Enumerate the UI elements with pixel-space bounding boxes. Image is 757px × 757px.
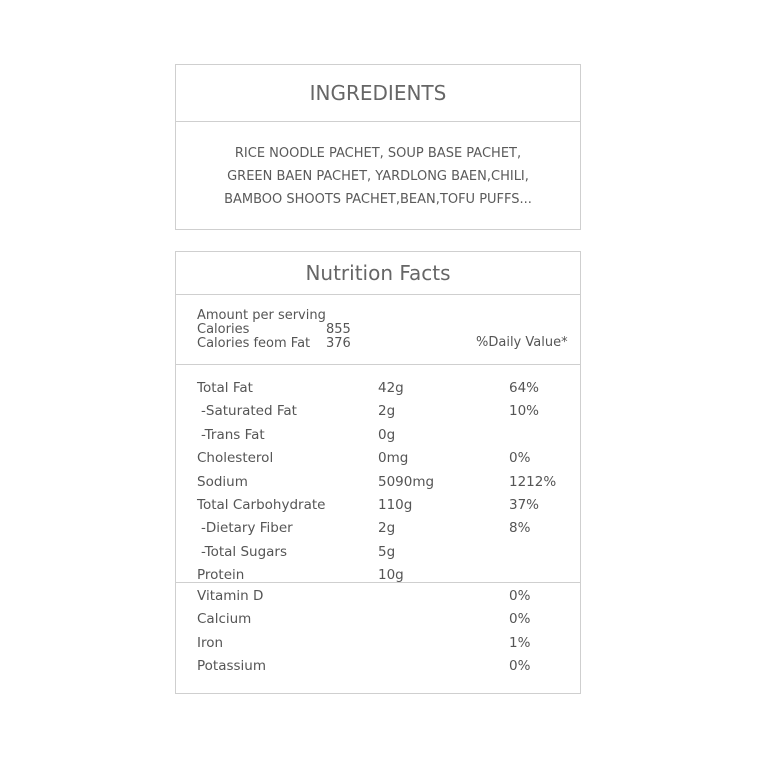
fat-calories-label: Calories feom Fat xyxy=(197,336,311,351)
ingredients-panel xyxy=(175,64,581,230)
nutrient-row xyxy=(176,542,580,565)
ingredients-line: GREEN BAEN PACHET, YARDLONG BAEN,CHILI, xyxy=(227,169,529,184)
fat-calories-value: 376 xyxy=(326,336,351,351)
nutrient-row xyxy=(176,518,580,541)
vitamin-name: Iron xyxy=(197,634,224,651)
nutrient-name: -Dietary Fiber xyxy=(201,520,293,537)
ingredients-list xyxy=(176,122,580,211)
vitamin-table xyxy=(176,583,580,680)
vitamin-daily-value: 0% xyxy=(509,611,531,628)
nutrition-facts-panel xyxy=(175,251,581,694)
vitamin-row xyxy=(176,609,580,632)
nutrient-daily-value: 0% xyxy=(509,450,531,467)
nutrient-amount: 110g xyxy=(378,496,413,513)
nutrient-amount: 0g xyxy=(378,426,396,443)
nutrient-name: Protein xyxy=(197,567,245,584)
ingredients-line: RICE NOODLE PACHET, SOUP BASE PACHET, xyxy=(234,146,522,161)
daily-value-header: %Daily Value* xyxy=(476,335,568,350)
vitamin-row xyxy=(176,586,580,609)
ingredients-line: BAMBOO SHOOTS PACHET,BEAN,TOFU PUFFS... xyxy=(224,192,532,207)
nutrient-table xyxy=(176,365,580,583)
nutrient-row xyxy=(176,378,580,401)
vitamin-row xyxy=(176,656,580,679)
nutrient-daily-value: 64% xyxy=(509,380,540,396)
serving-summary xyxy=(176,295,580,365)
nutrient-daily-value: 1212% xyxy=(509,473,557,490)
vitamin-daily-value: 1% xyxy=(509,634,531,651)
nutrient-amount: 0mg xyxy=(378,450,409,467)
nutrient-row xyxy=(176,425,580,448)
vitamin-daily-value: 0% xyxy=(509,588,531,604)
nutrient-name: -Saturated Fat xyxy=(201,403,297,420)
calories-value: 855 xyxy=(326,322,351,337)
nutrient-amount: 42g xyxy=(378,380,404,396)
nutrient-name: -Trans Fat xyxy=(201,426,265,443)
nutrient-daily-value: 8% xyxy=(509,520,531,537)
nutrient-row xyxy=(176,495,580,518)
vitamin-row xyxy=(176,633,580,656)
nutrient-daily-value: 37% xyxy=(509,496,540,513)
nutrient-name: -Total Sugars xyxy=(201,543,288,560)
vitamin-name: Calcium xyxy=(197,611,252,628)
nutrient-row xyxy=(176,565,580,588)
ingredients-title: INGREDIENTS xyxy=(309,81,447,105)
nutrient-name: Total Carbohydrate xyxy=(197,496,326,513)
nutrition-title: Nutrition Facts xyxy=(305,261,451,285)
nutrient-name: Sodium xyxy=(197,473,248,490)
nutrient-amount: 2g xyxy=(378,403,396,420)
nutrient-amount: 5090mg xyxy=(378,473,435,490)
vitamin-daily-value: 0% xyxy=(509,658,531,675)
vitamin-name: Vitamin D xyxy=(197,588,264,604)
vitamin-name: Potassium xyxy=(197,658,267,675)
nutrient-amount: 10g xyxy=(378,567,404,584)
nutrient-row xyxy=(176,401,580,424)
nutrient-row xyxy=(176,472,580,495)
nutrient-amount: 5g xyxy=(378,543,396,560)
nutrient-amount: 2g xyxy=(378,520,396,537)
nutrition-header xyxy=(176,252,580,295)
nutrient-daily-value: 10% xyxy=(509,403,540,420)
nutrient-name: Total Fat xyxy=(197,380,253,396)
amount-per-serving-label: Amount per serving xyxy=(197,308,326,323)
nutrient-name: Cholesterol xyxy=(197,450,274,467)
ingredients-header xyxy=(176,65,580,122)
nutrient-row xyxy=(176,448,580,471)
calories-label: Calories xyxy=(197,322,250,337)
